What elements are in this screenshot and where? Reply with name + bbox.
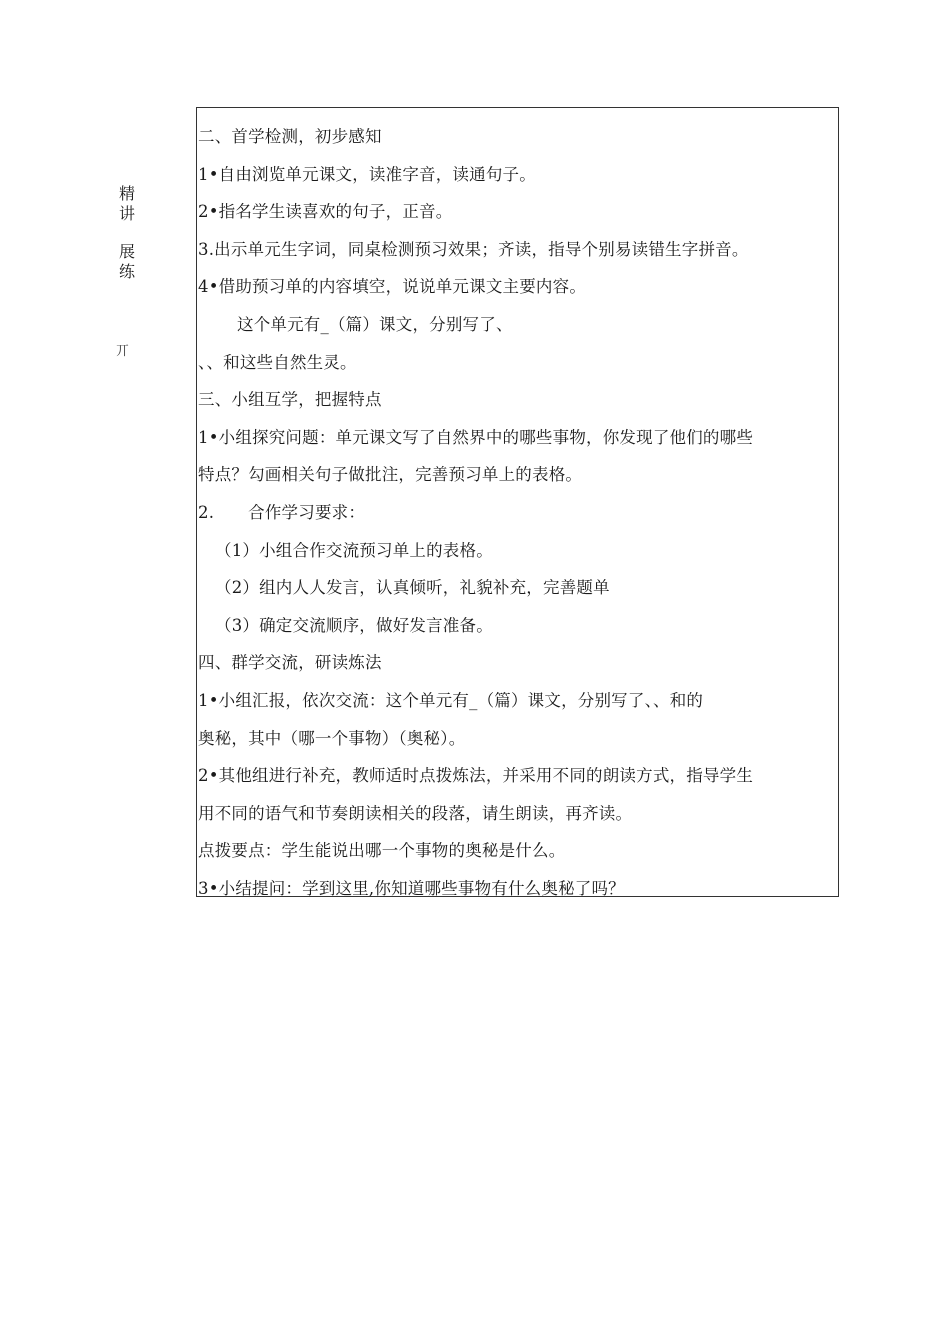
- requirement-item: （3）确定交流顺序，做好发言准备。: [215, 615, 493, 635]
- section-heading: 三、小组互学，把握特点: [198, 390, 382, 410]
- content-line: 1•小组汇报，依次交流：这个单元有_（篇）课文，分别写了、、和的: [198, 690, 704, 710]
- section-heading: 四、群学交流，研读炼法: [198, 653, 382, 673]
- content-line: 用不同的语气和节奏朗读相关的段落，请生朗读，再齐读。: [198, 803, 633, 823]
- side-label-char: 展: [118, 242, 135, 261]
- content-line: 2•指名学生读喜欢的句子，正音。: [198, 202, 453, 222]
- content-line: 4•借助预习单的内容填空，说说单元课文主要内容。: [198, 277, 587, 297]
- content-line: 1•小组探究问题：单元课文写了自然界中的哪些事物，你发现了他们的哪些: [198, 427, 754, 447]
- side-label-char: 练: [118, 262, 135, 281]
- content-line: [197, 494, 838, 532]
- content-line: 1•自由浏览单元课文，读准字音，读通句子。: [198, 164, 536, 184]
- side-label-char: 讲: [118, 204, 135, 223]
- content-line: 特点？勾画相关句子做批注，完善预习单上的表格。: [198, 465, 583, 485]
- section-heading: 二、首学检测，初步感知: [198, 127, 382, 146]
- content-line: 点拨要点：学生能说出哪一个事物的奥秘是什么。: [198, 841, 566, 861]
- content-line: 3•小结提问：学到这里,你知道哪些事物有什么奥秘了吗？: [198, 878, 625, 898]
- fill-blank-line: 、、和这些自然生灵。: [198, 352, 357, 372]
- lesson-content-box: [196, 107, 839, 897]
- content-line: 2•其他组进行补充，教师适时点拨炼法，并采用不同的朗读方式，指导学生: [198, 766, 754, 786]
- content-line: 奥秘，其中（哪一个事物）（奥秘）。: [198, 728, 466, 748]
- item-number: 2.: [198, 502, 215, 522]
- item-text: 合作学习要求：: [248, 502, 366, 522]
- side-label-column: [112, 184, 142, 282]
- requirement-item: （2）组内人人发言，认真倾听，礼貌补充，完善题单: [215, 578, 610, 598]
- side-label-char: 精: [118, 184, 135, 203]
- fill-blank-line: 这个单元有_（篇）课文，分别写了、: [237, 314, 513, 334]
- requirement-item: （1）小组合作交流预习单上的表格。: [215, 540, 493, 560]
- side-mark: 丌: [116, 344, 130, 359]
- content-line: 3.出示单元生字词，同桌检测预习效果；齐读，指导个别易读错生字拼音。: [198, 239, 749, 259]
